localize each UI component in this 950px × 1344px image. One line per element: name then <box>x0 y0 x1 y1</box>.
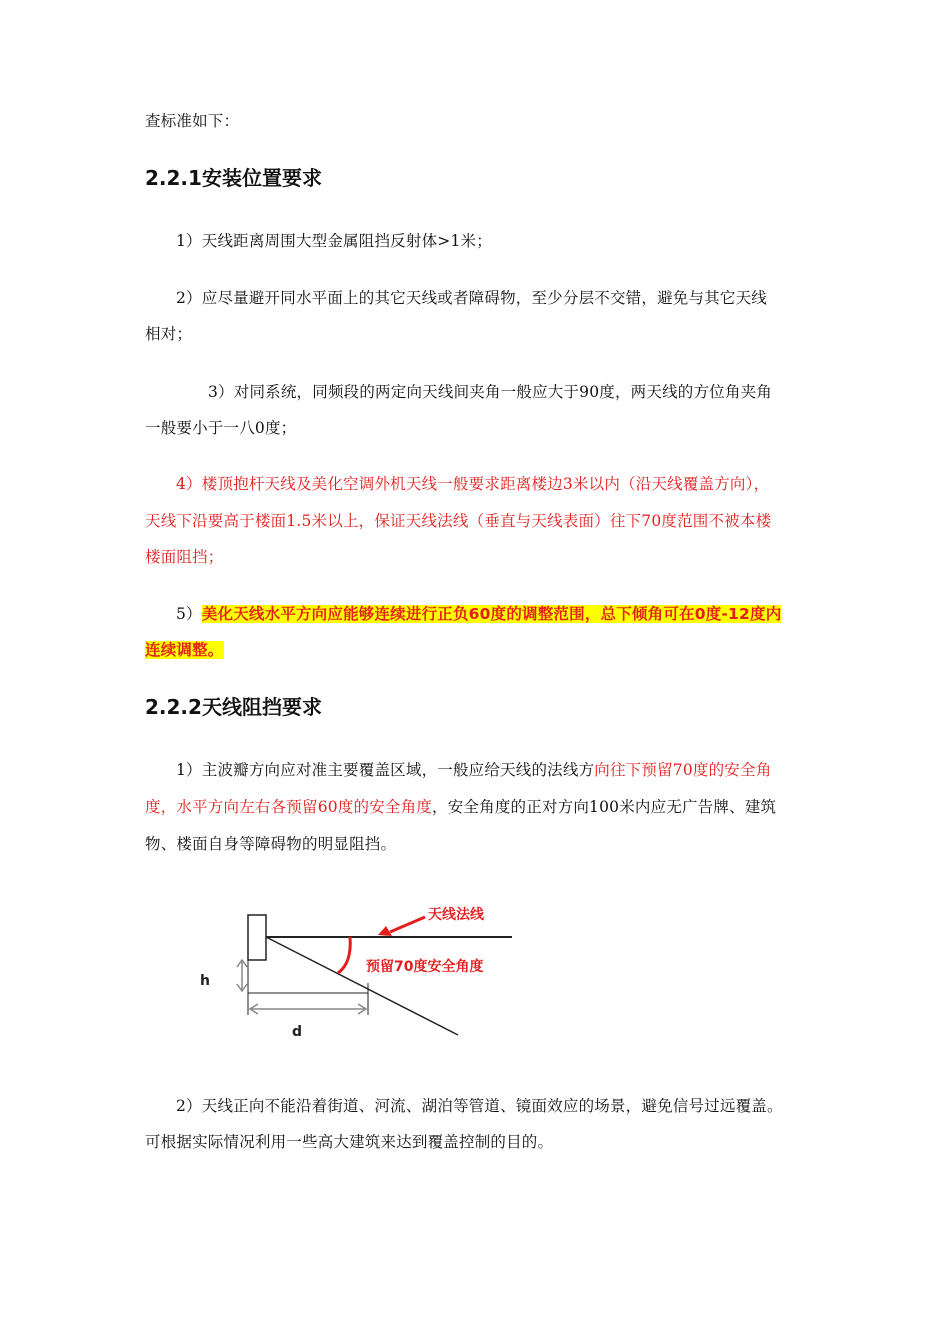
paragraph-6-line-2-a: 度，水平方向左右各预留60度的安全角度 <box>145 798 433 816</box>
paragraph-6-line-1 <box>176 758 771 780</box>
paragraph-4-line-1: 4）楼顶抱杆天线及美化空调外机天线一般要求距离楼边3米以内（沿天线覆盖方向）， <box>176 475 770 493</box>
paragraph-6-line-2 <box>145 795 776 817</box>
antenna-icon <box>248 915 266 960</box>
paragraph-7-line-2: 可根据实际情况利用一些高大建筑来达到覆盖控制的目的。 <box>145 1133 554 1151</box>
paragraph-6-line-3: 物、楼面自身等障碍物的明显阻挡。 <box>145 835 397 853</box>
paragraph-6-line-1-a: 1）主波瓣方向应对准主要覆盖区域，一般应给天线的法线方 <box>176 761 595 779</box>
section-2-2-2-heading: 2.2.2天线阻挡要求 <box>145 695 322 719</box>
paragraph-4-line-3: 楼面阻挡； <box>145 548 224 566</box>
angle-label: 预留70度安全角度 <box>366 959 484 975</box>
label-pointer-arrow <box>390 917 425 932</box>
section-2-2-1-heading: 2.2.1安装位置要求 <box>145 166 322 190</box>
paragraph-5-line-2 <box>145 638 224 660</box>
paragraph-3-line-1: 3）对同系统，同频段的两定向天线间夹角一般应大于90度，两天线的方位角夹角 <box>208 383 772 401</box>
paragraph-7-line-1: 2）天线正向不能沿着街道、河流、湖泊等管道、镜面效应的场景，避免信号过远覆盖。 <box>176 1097 783 1115</box>
paragraph-6-line-1-b: 向往下预留70度的安全角 <box>594 761 772 779</box>
normal-line-label: 天线法线 <box>428 907 484 923</box>
paragraph-5-line-1 <box>176 602 781 624</box>
angle-arc <box>338 937 350 973</box>
paragraph-6-line-2-b: ，安全角度的正对方向100米内应无广告牌、建筑 <box>432 798 777 816</box>
paragraph-5-highlight-1: 美化天线水平方向应能够连续进行正负60度的调整范围，总下倾角可在0度-12度内 <box>201 605 782 623</box>
paragraph-1: 1）天线距离周围大型金属阻挡反射体>1米； <box>176 232 492 250</box>
paragraph-3-line-2: 一般要小于一八0度； <box>145 419 297 437</box>
paragraph-2-line-2: 相对； <box>145 325 193 343</box>
paragraph-2-line-1: 2）应尽量避开同水平面上的其它天线或者障碍物，至少分层不交错，避免与其它天线 <box>176 289 767 307</box>
intro-text: 查标准如下： <box>145 112 240 130</box>
paragraph-5-highlight-2: 连续调整。 <box>145 641 224 659</box>
paragraph-4-line-2: 天线下沿要高于楼面1.5米以上，保证天线法线（垂直与天线表面）往下70度范围不被本楼 <box>145 512 772 530</box>
height-label: h <box>200 973 210 989</box>
paragraph-5-prefix: 5） <box>176 605 202 623</box>
antenna-clearance-diagram <box>190 895 530 1050</box>
distance-label: d <box>292 1024 303 1040</box>
tilt-line <box>266 937 458 1035</box>
